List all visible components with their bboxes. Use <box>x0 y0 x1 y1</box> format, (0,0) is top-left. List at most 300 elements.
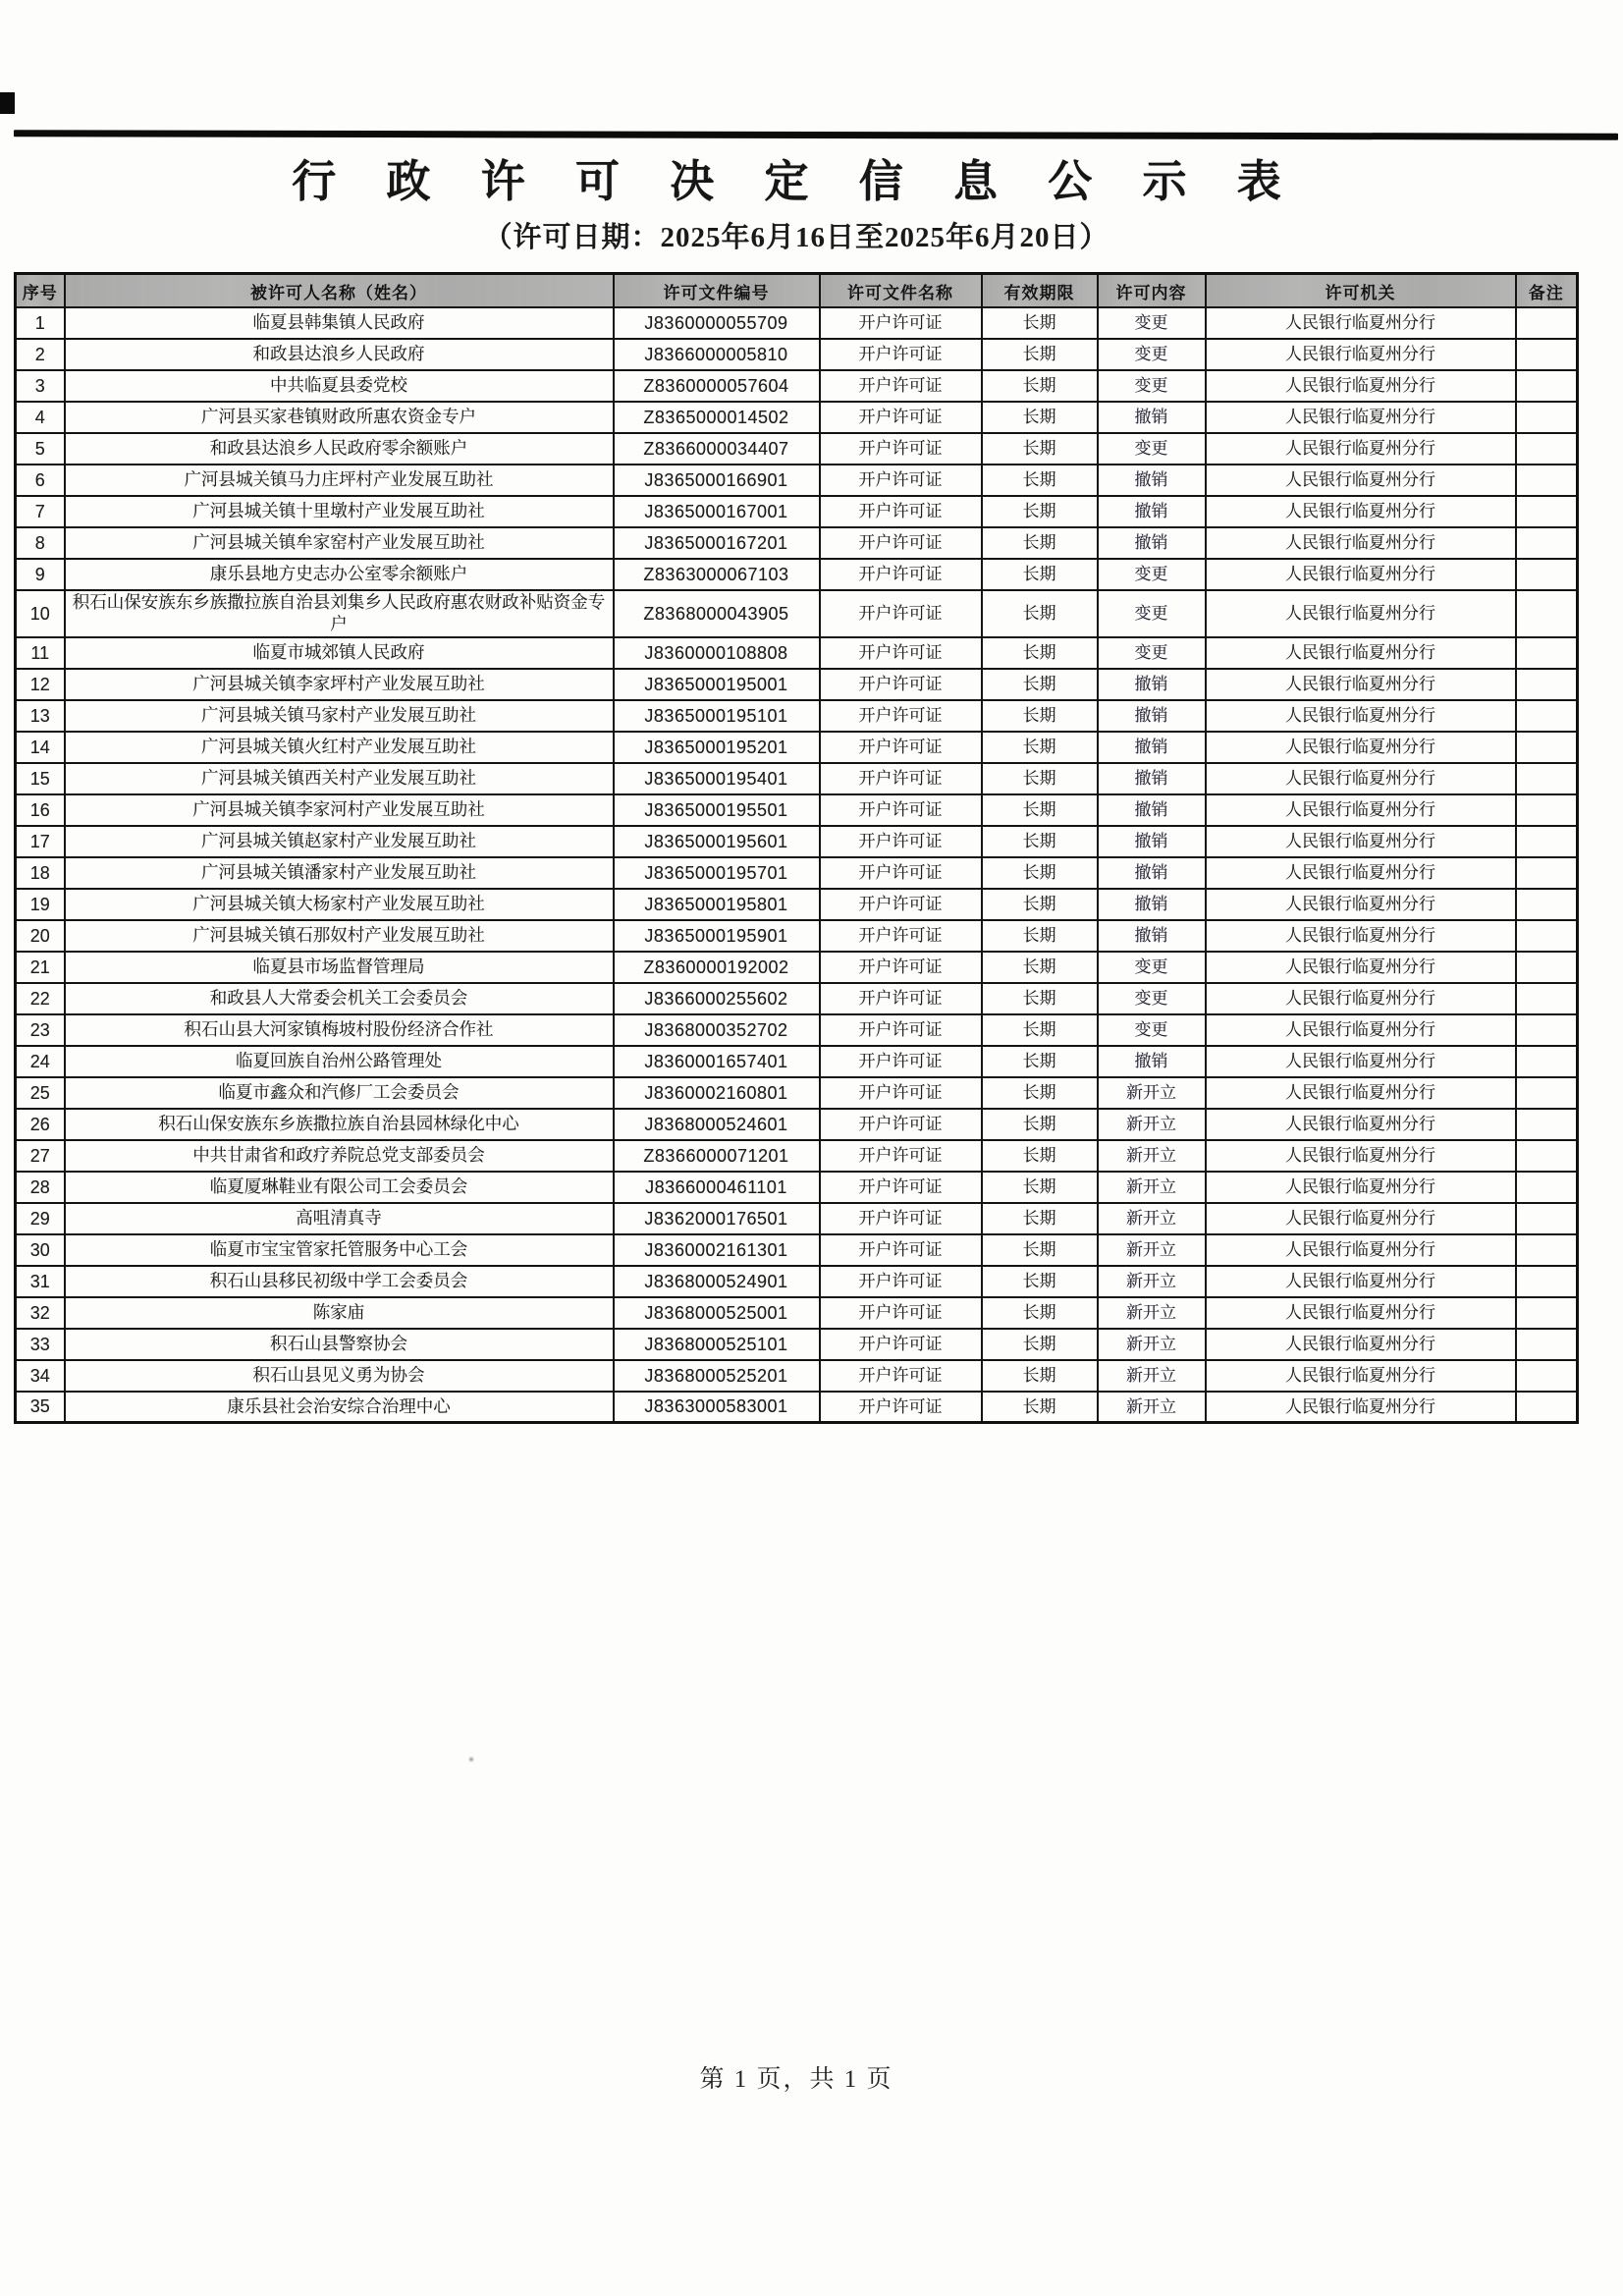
remark-cell <box>1516 763 1578 794</box>
doc_name-cell: 开户许可证 <box>820 1297 982 1329</box>
content-cell: 撤销 <box>1098 763 1206 794</box>
authority-cell: 人民银行临夏州分行 <box>1206 370 1516 402</box>
name-cell: 积石山保安族东乡族撒拉族自治县园林绿化中心 <box>65 1109 614 1140</box>
content-cell: 变更 <box>1098 952 1206 983</box>
authority-cell: 人民银行临夏州分行 <box>1206 1077 1516 1109</box>
no-cell: 6 <box>16 465 65 496</box>
table-row <box>16 1077 1578 1109</box>
validity-cell: 长期 <box>982 370 1098 402</box>
doc_no-cell: J8366000005810 <box>614 339 820 370</box>
table-row <box>16 1014 1578 1046</box>
table-row <box>16 700 1578 732</box>
authority-cell: 人民银行临夏州分行 <box>1206 559 1516 590</box>
doc_no-cell: J8365000195401 <box>614 763 820 794</box>
doc_no-cell: J8368000352702 <box>614 1014 820 1046</box>
table-row <box>16 669 1578 700</box>
doc_no-cell: J8366000255602 <box>614 983 820 1014</box>
validity-cell: 长期 <box>982 1297 1098 1329</box>
page-title: 行 政 许 可 决 定 信 息 公 示 表 <box>292 157 1301 206</box>
authority-cell: 人民银行临夏州分行 <box>1206 763 1516 794</box>
authority-cell: 人民银行临夏州分行 <box>1206 920 1516 952</box>
content-cell: 变更 <box>1098 590 1206 637</box>
remark-cell <box>1516 1329 1578 1360</box>
header-validity: 有效期限 <box>982 274 1098 308</box>
table-row <box>16 1046 1578 1077</box>
remark-cell <box>1516 370 1578 402</box>
no-cell: 27 <box>16 1140 65 1172</box>
authority-cell: 人民银行临夏州分行 <box>1206 1266 1516 1297</box>
no-cell: 3 <box>16 370 65 402</box>
remark-cell <box>1516 952 1578 983</box>
authority-cell: 人民银行临夏州分行 <box>1206 527 1516 559</box>
remark-cell <box>1516 402 1578 433</box>
remark-cell <box>1516 637 1578 669</box>
validity-cell: 长期 <box>982 794 1098 826</box>
validity-cell: 长期 <box>982 952 1098 983</box>
name-cell: 中共甘肃省和政疗养院总党支部委员会 <box>65 1140 614 1172</box>
content-cell: 新开立 <box>1098 1234 1206 1266</box>
doc_no-cell: J8363000583001 <box>614 1392 820 1423</box>
header-content: 许可内容 <box>1098 274 1206 308</box>
remark-cell <box>1516 1360 1578 1392</box>
doc_name-cell: 开户许可证 <box>820 402 982 433</box>
content-cell: 撤销 <box>1098 496 1206 527</box>
doc_no-cell: J8360000055709 <box>614 307 820 339</box>
no-cell: 24 <box>16 1046 65 1077</box>
content-cell: 新开立 <box>1098 1297 1206 1329</box>
name-cell: 康乐县社会治安综合治理中心 <box>65 1392 614 1423</box>
remark-cell <box>1516 1109 1578 1140</box>
validity-cell: 长期 <box>982 637 1098 669</box>
table-row <box>16 732 1578 763</box>
doc_name-cell: 开户许可证 <box>820 826 982 857</box>
validity-cell: 长期 <box>982 1392 1098 1423</box>
no-cell: 14 <box>16 732 65 763</box>
name-cell: 临夏市宝宝管家托管服务中心工会 <box>65 1234 614 1266</box>
no-cell: 31 <box>16 1266 65 1297</box>
doc_no-cell: J8360002161301 <box>614 1234 820 1266</box>
name-cell: 和政县人大常委会机关工会委员会 <box>65 983 614 1014</box>
table-row <box>16 983 1578 1014</box>
page-number-footer: 第 1 页，共 1 页 <box>699 2066 893 2093</box>
content-cell: 撤销 <box>1098 527 1206 559</box>
authority-cell: 人民银行临夏州分行 <box>1206 1329 1516 1360</box>
doc_name-cell: 开户许可证 <box>820 637 982 669</box>
doc_no-cell: J8365000195801 <box>614 889 820 920</box>
table-row <box>16 1203 1578 1234</box>
validity-cell: 长期 <box>982 889 1098 920</box>
validity-cell: 长期 <box>982 983 1098 1014</box>
doc_name-cell: 开户许可证 <box>820 307 982 339</box>
authority-cell: 人民银行临夏州分行 <box>1206 732 1516 763</box>
authority-cell: 人民银行临夏州分行 <box>1206 339 1516 370</box>
doc_name-cell: 开户许可证 <box>820 590 982 637</box>
no-cell: 18 <box>16 857 65 889</box>
doc_name-cell: 开户许可证 <box>820 496 982 527</box>
table-row <box>16 826 1578 857</box>
content-cell: 变更 <box>1098 1014 1206 1046</box>
name-cell: 中共临夏县委党校 <box>65 370 614 402</box>
content-cell: 新开立 <box>1098 1392 1206 1423</box>
remark-cell <box>1516 857 1578 889</box>
remark-cell <box>1516 1392 1578 1423</box>
validity-cell: 长期 <box>982 1234 1098 1266</box>
table-row <box>16 1392 1578 1423</box>
table-row <box>16 1297 1578 1329</box>
no-cell: 8 <box>16 527 65 559</box>
authority-cell: 人民银行临夏州分行 <box>1206 1172 1516 1203</box>
name-cell: 广河县城关镇李家坪村产业发展互助社 <box>65 669 614 700</box>
content-cell: 新开立 <box>1098 1266 1206 1297</box>
remark-cell <box>1516 1203 1578 1234</box>
doc_name-cell: 开户许可证 <box>820 1234 982 1266</box>
doc_name-cell: 开户许可证 <box>820 1329 982 1360</box>
name-cell: 广河县城关镇潘家村产业发展互助社 <box>65 857 614 889</box>
content-cell: 撤销 <box>1098 889 1206 920</box>
name-cell: 临夏市鑫众和汽修厂工会委员会 <box>65 1077 614 1109</box>
validity-cell: 长期 <box>982 1014 1098 1046</box>
content-cell: 新开立 <box>1098 1140 1206 1172</box>
doc_no-cell: J8365000195001 <box>614 669 820 700</box>
doc_name-cell: 开户许可证 <box>820 794 982 826</box>
authority-cell: 人民银行临夏州分行 <box>1206 402 1516 433</box>
content-cell: 变更 <box>1098 983 1206 1014</box>
name-cell: 广河县城关镇火红村产业发展互助社 <box>65 732 614 763</box>
validity-cell: 长期 <box>982 1109 1098 1140</box>
doc_no-cell: J8368000525101 <box>614 1329 820 1360</box>
page-subtitle: （许可日期：2025年6月16日至2025年6月20日） <box>483 222 1109 253</box>
remark-cell <box>1516 590 1578 637</box>
no-cell: 32 <box>16 1297 65 1329</box>
doc_name-cell: 开户许可证 <box>820 1203 982 1234</box>
doc_no-cell: J8365000195201 <box>614 732 820 763</box>
table-row <box>16 952 1578 983</box>
remark-cell <box>1516 700 1578 732</box>
doc_name-cell: 开户许可证 <box>820 1392 982 1423</box>
authority-cell: 人民银行临夏州分行 <box>1206 433 1516 465</box>
doc_name-cell: 开户许可证 <box>820 1046 982 1077</box>
validity-cell: 长期 <box>982 700 1098 732</box>
table-row <box>16 590 1578 637</box>
table-row <box>16 763 1578 794</box>
content-cell: 变更 <box>1098 433 1206 465</box>
scan-corner-mark <box>0 92 15 114</box>
no-cell: 16 <box>16 794 65 826</box>
name-cell: 积石山县见义勇为协会 <box>65 1360 614 1392</box>
table-row <box>16 370 1578 402</box>
doc_name-cell: 开户许可证 <box>820 920 982 952</box>
header-name: 被许可人名称（姓名） <box>65 274 614 308</box>
remark-cell <box>1516 669 1578 700</box>
table-row <box>16 889 1578 920</box>
name-cell: 广河县城关镇石那奴村产业发展互助社 <box>65 920 614 952</box>
content-cell: 撤销 <box>1098 920 1206 952</box>
no-cell: 15 <box>16 763 65 794</box>
table-header <box>16 274 1578 308</box>
content-cell: 新开立 <box>1098 1109 1206 1140</box>
remark-cell <box>1516 983 1578 1014</box>
table-row <box>16 857 1578 889</box>
name-cell: 广河县城关镇西关村产业发展互助社 <box>65 763 614 794</box>
table-row <box>16 1172 1578 1203</box>
header-authority: 许可机关 <box>1206 274 1516 308</box>
validity-cell: 长期 <box>982 1203 1098 1234</box>
name-cell: 临夏回族自治州公路管理处 <box>65 1046 614 1077</box>
no-cell: 10 <box>16 590 65 637</box>
doc_name-cell: 开户许可证 <box>820 559 982 590</box>
no-cell: 21 <box>16 952 65 983</box>
name-cell: 和政县达浪乡人民政府 <box>65 339 614 370</box>
doc_name-cell: 开户许可证 <box>820 732 982 763</box>
doc_no-cell: J8365000195501 <box>614 794 820 826</box>
no-cell: 7 <box>16 496 65 527</box>
validity-cell: 长期 <box>982 1077 1098 1109</box>
remark-cell <box>1516 339 1578 370</box>
doc_name-cell: 开户许可证 <box>820 1172 982 1203</box>
name-cell: 临夏县韩集镇人民政府 <box>65 307 614 339</box>
header-no: 序号 <box>16 274 65 308</box>
no-cell: 33 <box>16 1329 65 1360</box>
license-table <box>14 272 1579 1424</box>
remark-cell <box>1516 889 1578 920</box>
no-cell: 17 <box>16 826 65 857</box>
name-cell: 广河县城关镇赵家村产业发展互助社 <box>65 826 614 857</box>
doc_no-cell: J8368000524601 <box>614 1109 820 1140</box>
doc_name-cell: 开户许可证 <box>820 1360 982 1392</box>
doc_name-cell: 开户许可证 <box>820 1109 982 1140</box>
remark-cell <box>1516 826 1578 857</box>
doc_no-cell: J8365000166901 <box>614 465 820 496</box>
table-row <box>16 1266 1578 1297</box>
table-row <box>16 1329 1578 1360</box>
authority-cell: 人民银行临夏州分行 <box>1206 857 1516 889</box>
authority-cell: 人民银行临夏州分行 <box>1206 307 1516 339</box>
name-cell: 积石山县大河家镇梅坡村股份经济合作社 <box>65 1014 614 1046</box>
validity-cell: 长期 <box>982 1046 1098 1077</box>
validity-cell: 长期 <box>982 1266 1098 1297</box>
table-row <box>16 465 1578 496</box>
doc_no-cell: J8360001657401 <box>614 1046 820 1077</box>
doc_name-cell: 开户许可证 <box>820 527 982 559</box>
authority-cell: 人民银行临夏州分行 <box>1206 952 1516 983</box>
content-cell: 新开立 <box>1098 1329 1206 1360</box>
doc_name-cell: 开户许可证 <box>820 1077 982 1109</box>
name-cell: 临夏市城郊镇人民政府 <box>65 637 614 669</box>
doc_no-cell: Z8368000043905 <box>614 590 820 637</box>
authority-cell: 人民银行临夏州分行 <box>1206 1360 1516 1392</box>
validity-cell: 长期 <box>982 465 1098 496</box>
table-row <box>16 496 1578 527</box>
authority-cell: 人民银行临夏州分行 <box>1206 1140 1516 1172</box>
validity-cell: 长期 <box>982 1329 1098 1360</box>
authority-cell: 人民银行临夏州分行 <box>1206 669 1516 700</box>
name-cell: 高咀清真寺 <box>65 1203 614 1234</box>
validity-cell: 长期 <box>982 496 1098 527</box>
validity-cell: 长期 <box>982 920 1098 952</box>
authority-cell: 人民银行临夏州分行 <box>1206 700 1516 732</box>
doc_no-cell: J8365000195701 <box>614 857 820 889</box>
table-row <box>16 637 1578 669</box>
remark-cell <box>1516 1234 1578 1266</box>
doc_name-cell: 开户许可证 <box>820 1266 982 1297</box>
doc_no-cell: J8360002160801 <box>614 1077 820 1109</box>
table-row <box>16 433 1578 465</box>
authority-cell: 人民银行临夏州分行 <box>1206 637 1516 669</box>
authority-cell: 人民银行临夏州分行 <box>1206 1234 1516 1266</box>
name-cell: 陈家庙 <box>65 1297 614 1329</box>
remark-cell <box>1516 559 1578 590</box>
no-cell: 5 <box>16 433 65 465</box>
remark-cell <box>1516 920 1578 952</box>
remark-cell <box>1516 732 1578 763</box>
authority-cell: 人民银行临夏州分行 <box>1206 794 1516 826</box>
header-row <box>16 274 1578 308</box>
name-cell: 广河县买家巷镇财政所惠农资金专户 <box>65 402 614 433</box>
no-cell: 11 <box>16 637 65 669</box>
doc_no-cell: Z8360000192002 <box>614 952 820 983</box>
doc_no-cell: J8365000167001 <box>614 496 820 527</box>
validity-cell: 长期 <box>982 669 1098 700</box>
no-cell: 29 <box>16 1203 65 1234</box>
doc_no-cell: J8366000461101 <box>614 1172 820 1203</box>
authority-cell: 人民银行临夏州分行 <box>1206 889 1516 920</box>
table-row <box>16 920 1578 952</box>
table-row <box>16 1360 1578 1392</box>
doc_name-cell: 开户许可证 <box>820 1140 982 1172</box>
doc_no-cell: J8368000525001 <box>614 1297 820 1329</box>
content-cell: 撤销 <box>1098 732 1206 763</box>
content-cell: 撤销 <box>1098 857 1206 889</box>
validity-cell: 长期 <box>982 433 1098 465</box>
validity-cell: 长期 <box>982 1360 1098 1392</box>
doc_name-cell: 开户许可证 <box>820 952 982 983</box>
doc_name-cell: 开户许可证 <box>820 700 982 732</box>
no-cell: 28 <box>16 1172 65 1203</box>
name-cell: 广河县城关镇十里墩村产业发展互助社 <box>65 496 614 527</box>
no-cell: 34 <box>16 1360 65 1392</box>
name-cell: 和政县达浪乡人民政府零余额账户 <box>65 433 614 465</box>
validity-cell: 长期 <box>982 1140 1098 1172</box>
doc_no-cell: J8365000195601 <box>614 826 820 857</box>
remark-cell <box>1516 794 1578 826</box>
content-cell: 新开立 <box>1098 1172 1206 1203</box>
authority-cell: 人民银行临夏州分行 <box>1206 1203 1516 1234</box>
doc_no-cell: Z8366000034407 <box>614 433 820 465</box>
table-row <box>16 402 1578 433</box>
doc_no-cell: J8362000176501 <box>614 1203 820 1234</box>
validity-cell: 长期 <box>982 402 1098 433</box>
doc_no-cell: J8365000195901 <box>614 920 820 952</box>
authority-cell: 人民银行临夏州分行 <box>1206 496 1516 527</box>
name-cell: 积石山县移民初级中学工会委员会 <box>65 1266 614 1297</box>
content-cell: 撤销 <box>1098 794 1206 826</box>
doc_no-cell: J8365000195101 <box>614 700 820 732</box>
doc_no-cell: J8368000525201 <box>614 1360 820 1392</box>
table-row <box>16 339 1578 370</box>
doc_name-cell: 开户许可证 <box>820 763 982 794</box>
header-remark: 备注 <box>1516 274 1578 308</box>
no-cell: 19 <box>16 889 65 920</box>
header-doc_no: 许可文件编号 <box>614 274 820 308</box>
no-cell: 35 <box>16 1392 65 1423</box>
content-cell: 撤销 <box>1098 465 1206 496</box>
no-cell: 26 <box>16 1109 65 1140</box>
doc_no-cell: J8360000108808 <box>614 637 820 669</box>
doc_no-cell: J8368000524901 <box>614 1266 820 1297</box>
doc_name-cell: 开户许可证 <box>820 669 982 700</box>
content-cell: 撤销 <box>1098 700 1206 732</box>
table-row <box>16 1234 1578 1266</box>
validity-cell: 长期 <box>982 826 1098 857</box>
content-cell: 撤销 <box>1098 669 1206 700</box>
doc_no-cell: J8365000167201 <box>614 527 820 559</box>
table-row <box>16 559 1578 590</box>
content-cell: 新开立 <box>1098 1203 1206 1234</box>
scan-noise-speck <box>468 1756 474 1763</box>
authority-cell: 人民银行临夏州分行 <box>1206 590 1516 637</box>
validity-cell: 长期 <box>982 590 1098 637</box>
table-row <box>16 1109 1578 1140</box>
no-cell: 20 <box>16 920 65 952</box>
content-cell: 变更 <box>1098 307 1206 339</box>
name-cell: 积石山保安族东乡族撒拉族自治县刘集乡人民政府惠农财政补贴资金专户 <box>65 590 614 637</box>
remark-cell <box>1516 1046 1578 1077</box>
validity-cell: 长期 <box>982 339 1098 370</box>
doc_name-cell: 开户许可证 <box>820 339 982 370</box>
authority-cell: 人民银行临夏州分行 <box>1206 826 1516 857</box>
validity-cell: 长期 <box>982 307 1098 339</box>
doc_name-cell: 开户许可证 <box>820 433 982 465</box>
content-cell: 变更 <box>1098 637 1206 669</box>
name-cell: 临夏县市场监督管理局 <box>65 952 614 983</box>
content-cell: 新开立 <box>1098 1077 1206 1109</box>
authority-cell: 人民银行临夏州分行 <box>1206 1046 1516 1077</box>
remark-cell <box>1516 1297 1578 1329</box>
doc_name-cell: 开户许可证 <box>820 370 982 402</box>
doc_name-cell: 开户许可证 <box>820 857 982 889</box>
remark-cell <box>1516 307 1578 339</box>
table-row <box>16 527 1578 559</box>
remark-cell <box>1516 1172 1578 1203</box>
validity-cell: 长期 <box>982 559 1098 590</box>
authority-cell: 人民银行临夏州分行 <box>1206 983 1516 1014</box>
name-cell: 广河县城关镇马力庄坪村产业发展互助社 <box>65 465 614 496</box>
doc_name-cell: 开户许可证 <box>820 465 982 496</box>
no-cell: 1 <box>16 307 65 339</box>
remark-cell <box>1516 1266 1578 1297</box>
header-doc_name: 许可文件名称 <box>820 274 982 308</box>
no-cell: 12 <box>16 669 65 700</box>
name-cell: 广河县城关镇大杨家村产业发展互助社 <box>65 889 614 920</box>
name-cell: 临夏厦琳鞋业有限公司工会委员会 <box>65 1172 614 1203</box>
remark-cell <box>1516 465 1578 496</box>
remark-cell <box>1516 527 1578 559</box>
name-cell: 积石山县警察协会 <box>65 1329 614 1360</box>
name-cell: 康乐县地方史志办公室零余额账户 <box>65 559 614 590</box>
authority-cell: 人民银行临夏州分行 <box>1206 1297 1516 1329</box>
authority-cell: 人民银行临夏州分行 <box>1206 465 1516 496</box>
authority-cell: 人民银行临夏州分行 <box>1206 1392 1516 1423</box>
no-cell: 25 <box>16 1077 65 1109</box>
doc_no-cell: Z8366000071201 <box>614 1140 820 1172</box>
content-cell: 变更 <box>1098 370 1206 402</box>
table-row <box>16 794 1578 826</box>
no-cell: 23 <box>16 1014 65 1046</box>
validity-cell: 长期 <box>982 763 1098 794</box>
no-cell: 30 <box>16 1234 65 1266</box>
doc_name-cell: 开户许可证 <box>820 983 982 1014</box>
name-cell: 广河县城关镇李家河村产业发展互助社 <box>65 794 614 826</box>
